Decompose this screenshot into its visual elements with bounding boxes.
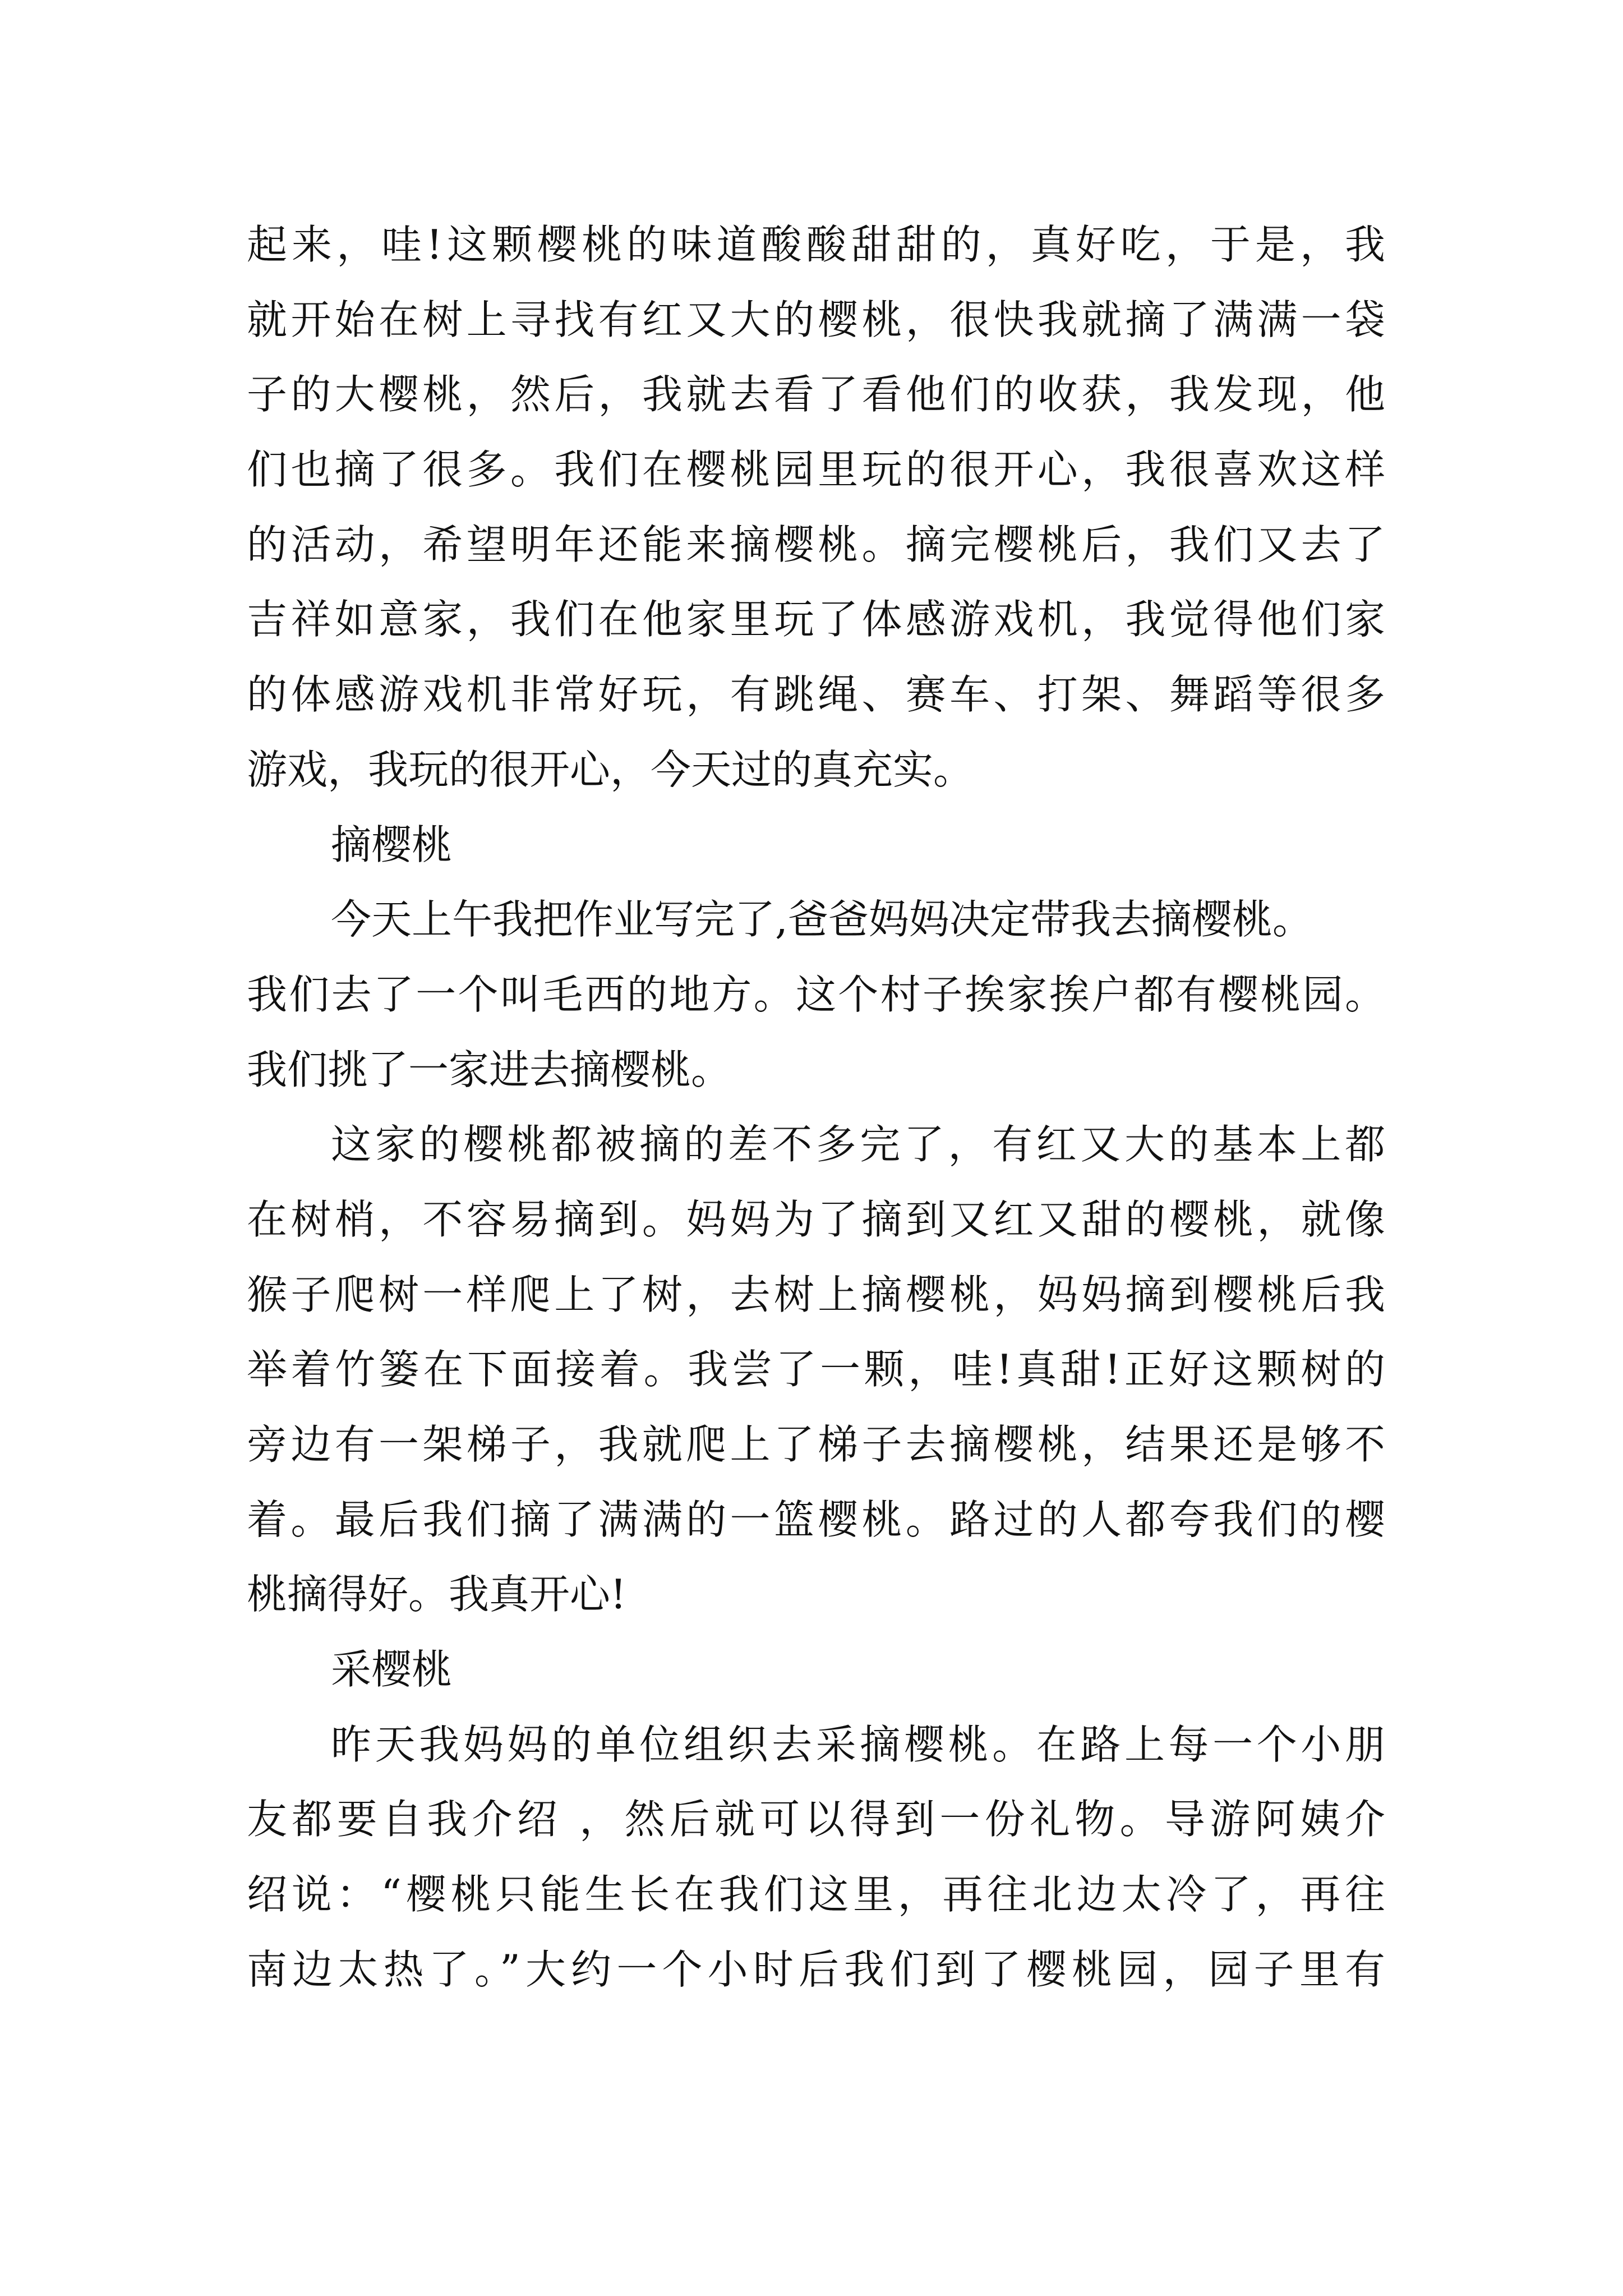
text-line: 旁边有一架梯子，我就爬上了梯子去摘樱桃，结果还是够不 [247, 1421, 1385, 1468]
document-body [247, 208, 1385, 2008]
section-title: 摘樱桃 [331, 821, 453, 868]
paragraph [247, 1708, 1385, 2008]
text-line: 这家的樱桃都被摘的差不多完了，有红又大的基本上都 [331, 1121, 1385, 1168]
text-line: 们也摘了很多。我们在樱桃园里玩的很开心，我很喜欢这样 [247, 446, 1385, 494]
text-line: 绍说：“樱桃只能生长在我们这里，再往北边太冷了，再往 [247, 1871, 1385, 1918]
text-line: 我们去了一个叫毛西的地方。这个村子挨家挨户都有樱桃园。 [247, 970, 1385, 1018]
paragraph [247, 882, 1385, 1107]
text-line: 今天上午我把作业写完了,爸爸妈妈决定带我去摘樱桃。 [331, 896, 1313, 944]
text-line: 友都要自我介绍 ，然后就可以得到一份礼物。导游阿姨介 [247, 1796, 1385, 1843]
section-title: 采樱桃 [331, 1646, 453, 1694]
text-line: 举着竹篓在下面接着。我尝了一颗，哇!真甜!正好这颗树的 [247, 1346, 1385, 1393]
paragraph [247, 208, 1385, 808]
text-line: 昨天我妈妈的单位组织去采摘樱桃。在路上每一个小朋 [331, 1720, 1385, 1768]
text-line: 猴子爬树一样爬上了树，去树上摘樱桃，妈妈摘到樱桃后我 [247, 1271, 1385, 1318]
text-line: 在树梢，不容易摘到。妈妈为了摘到又红又甜的樱桃，就像 [247, 1195, 1385, 1243]
text-line: 南边太热了。”大约一个小时后我们到了樱桃园，园子里有 [247, 1945, 1385, 1993]
text-line: 桃摘得好。我真开心! [247, 1571, 626, 1618]
text-line: 游戏，我玩的很开心，今天过的真充实。 [247, 746, 974, 793]
text-line: 的活动，希望明年还能来摘樱桃。摘完樱桃后，我们又去了 [247, 521, 1385, 568]
text-line: 子的大樱桃，然后，我就去看了看他们的收获，我发现，他 [247, 371, 1385, 418]
text-line: 就开始在树上寻找有红又大的樱桃，很快我就摘了满满一袋 [247, 296, 1385, 343]
text-line: 起来，哇!这颗樱桃的味道酸酸甜甜的，真好吃，于是，我 [247, 221, 1385, 268]
text-line: 吉祥如意家，我们在他家里玩了体感游戏机，我觉得他们家 [247, 596, 1385, 643]
text-line: 我们挑了一家进去摘樱桃。 [247, 1046, 732, 1093]
text-line: 的体感游戏机非常好玩，有跳绳、赛车、打架、舞蹈等很多 [247, 671, 1385, 719]
paragraph [247, 1107, 1385, 1632]
text-line: 着。最后我们摘了满满的一篮樱桃。路过的人都夸我们的樱 [247, 1496, 1385, 1543]
